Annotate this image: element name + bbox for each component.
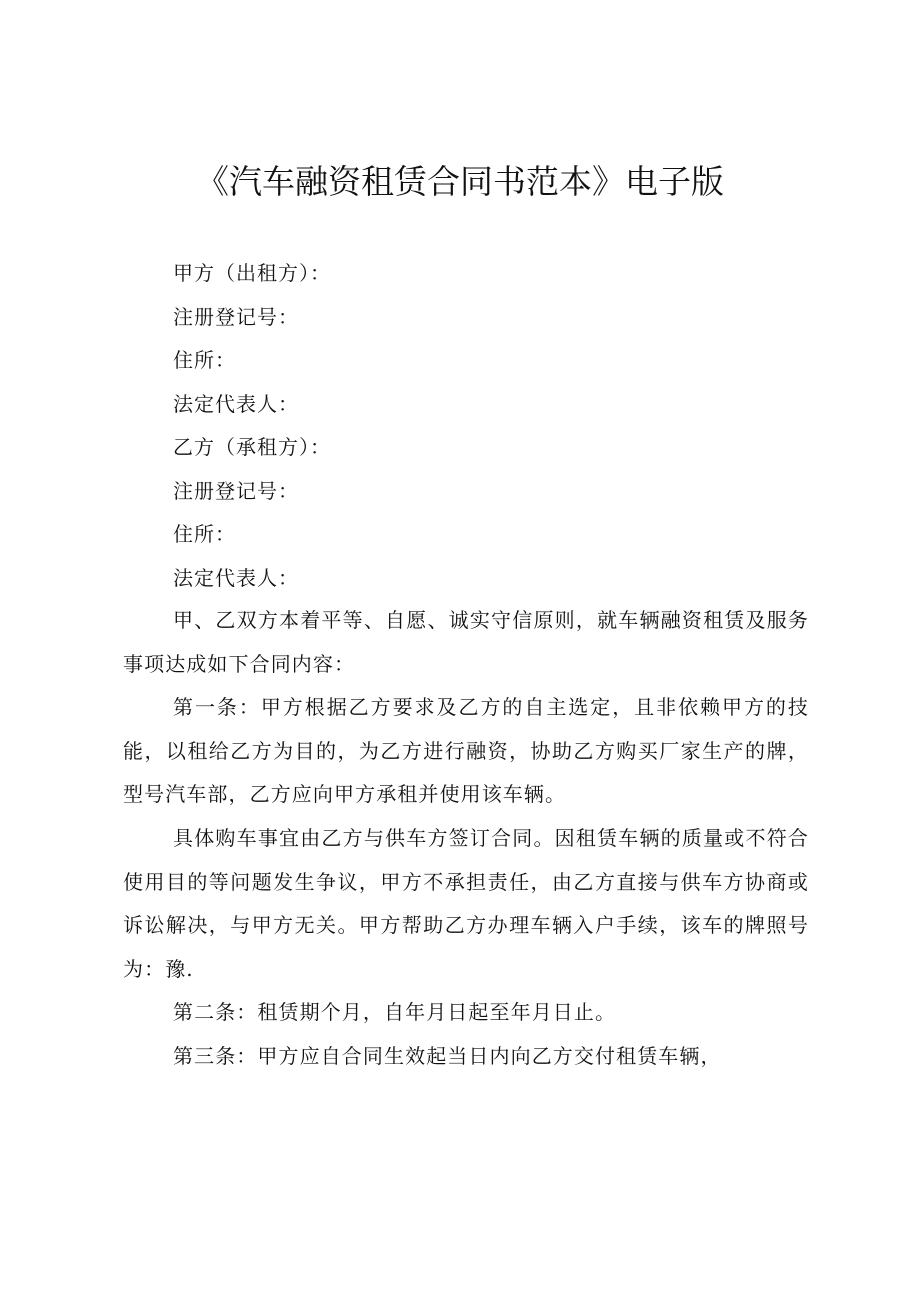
article-two-paragraph: 第二条：租赁期个月，自年月日起至年月日止。 — [173, 1000, 617, 1024]
lessee-legal-representative-label: 法定代表人： — [173, 566, 299, 590]
lessee-registration-number-label: 注册登记号： — [173, 479, 299, 503]
article-three-paragraph: 第三条：甲方应自合同生效起当日内向乙方交付租赁车辆， — [173, 1044, 722, 1068]
lessor-legal-representative-label: 法定代表人： — [173, 392, 299, 416]
lessor-registration-number-label: 注册登记号： — [173, 305, 299, 329]
vehicle-purchase-paragraph: 具体购车事宜由乙方与供车方签订合同。因租赁车辆的质量或不符合使用目的等问题发生争议，甲方不承担责任，由乙方直接与供车方协商或诉讼解决，与甲方无关。甲方帮助乙方办理车辆入户手续，该车的牌照号为：豫. — [123, 826, 809, 981]
lessor-address-label: 住所： — [173, 348, 236, 372]
lessee-label: 乙方（承租方）： — [173, 435, 331, 459]
article-one-paragraph: 第一条：甲方根据乙方要求及乙方的自主选定，且非依赖甲方的技能，以租给乙方为目的，为乙方进行融资，协助乙方购买厂家生产的牌，型号汽车部，乙方应向甲方承租并使用该车辆。 — [123, 695, 809, 806]
lessor-label: 甲方（出租方）： — [173, 261, 331, 285]
contract-intro-paragraph: 甲、乙双方本着平等、自愿、诚实守信原则，就车辆融资租赁及服务事项达成如下合同内容： — [123, 608, 809, 676]
document-title: 《汽车融资租赁合同书范本》电子版 — [196, 162, 724, 201]
lessee-address-label: 住所： — [173, 522, 236, 546]
